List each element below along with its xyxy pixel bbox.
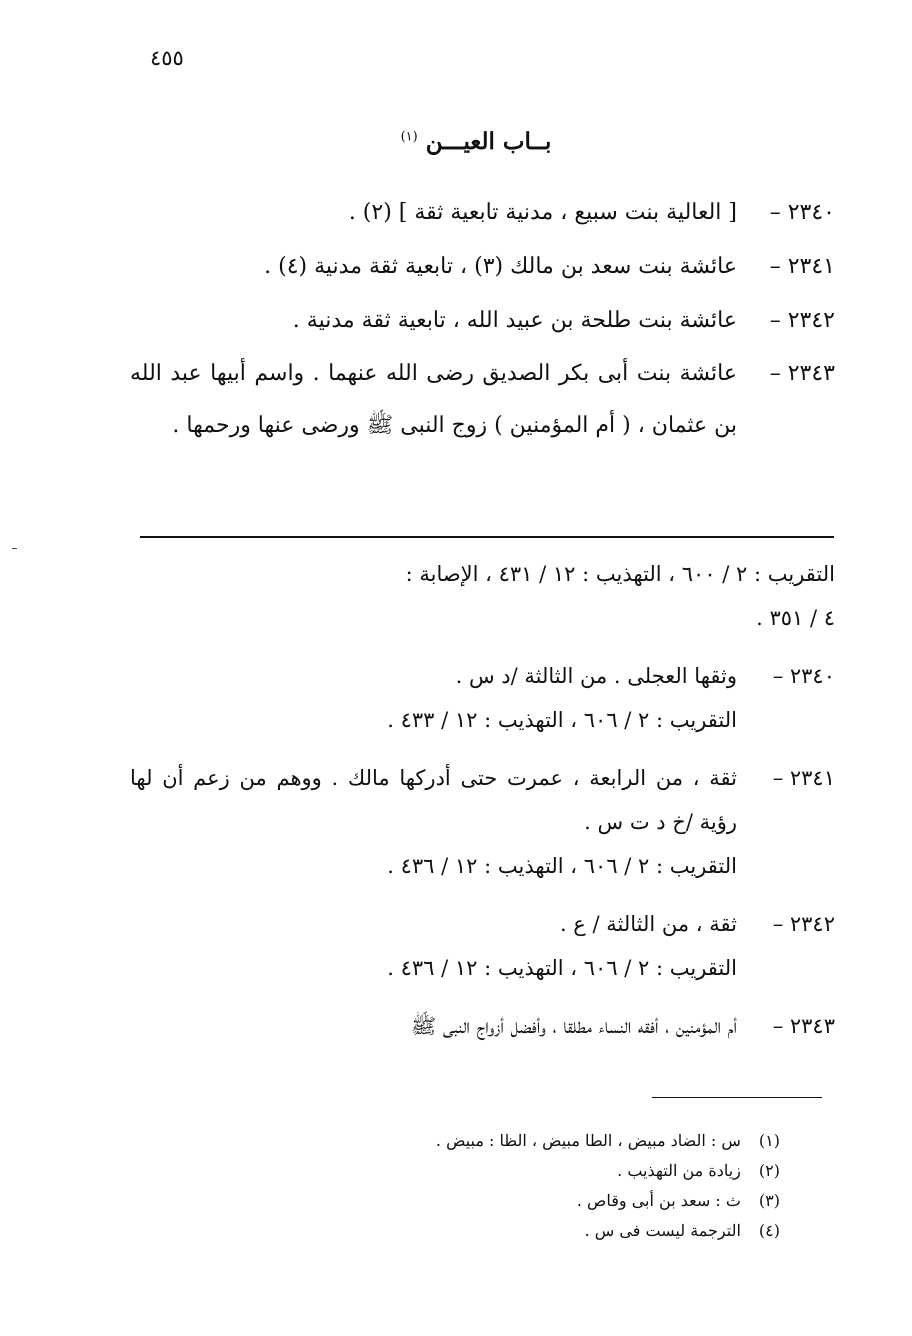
footnote-text: الترجمة ليست فى س .: [584, 1221, 741, 1240]
entry-2343: [130, 348, 835, 452]
entry-number: ٢٣٤٣ –: [769, 361, 835, 386]
chapter-title: [0, 128, 912, 155]
note-line: التقريب : ٢ / ٦٠٦ ، التهذيب : ١٢ / ٤٣٦ .: [387, 956, 737, 980]
note-sources: [130, 552, 835, 640]
chapter-title-text: بــاب العيـــن: [425, 128, 552, 155]
footnote-3: [300, 1186, 780, 1216]
footnote-2: [300, 1156, 780, 1186]
note-line: التقريب : ٢ / ٦٠٠ ، التهذيب : ١٢ / ٤٣١ ، الإصابة :: [405, 562, 835, 586]
footnote-4: [300, 1216, 780, 1246]
entry-text: عائشة بنت طلحة بن عبيد الله ، تابعية ثقة مدنية .: [292, 308, 737, 333]
footnote-1: [300, 1126, 780, 1156]
footnote-number: (٤): [758, 1221, 780, 1240]
note-2342: [130, 902, 835, 990]
entry-2341: [130, 240, 835, 294]
chapter-footnote-ref: (١): [400, 129, 418, 145]
note-line: التقريب : ٢ / ٦٠٦ ، التهذيب : ١٢ / ٤٣٣ .: [387, 708, 737, 732]
entry-text: عائشة بنت أبى بكر الصديق رضى الله عنهما . واسم أبيها عبد الله بن عثمان ، ( أم المؤمنين ) زوج النبى ﷺ ورضى عنها ورحمها .: [130, 361, 737, 438]
footnote-divider: [652, 1097, 822, 1098]
note-2343: [130, 1004, 835, 1048]
note-number: ٢٣٤٣ –: [772, 1014, 835, 1038]
note-number: ٢٣٤٢ –: [772, 912, 835, 936]
main-divider: [140, 536, 834, 538]
footnote-text: س : الضاد مبيض ، الطا مبيض ، الظا : مبيض .: [435, 1131, 741, 1150]
entry-number: ٢٣٤١ –: [769, 254, 835, 279]
entries-list: [130, 186, 835, 452]
note-number: ٢٣٤٠ –: [772, 664, 835, 688]
entry-text: [ العالية بنت سبيع ، مدنية تابعية ثقة ] (٢) .: [348, 200, 737, 225]
footnote-text: زيادة من التهذيب .: [617, 1161, 741, 1180]
note-line: ثقة ، من الرابعة ، عمرت حتى أدركها مالك . ووهم من زعم أن لها رؤية /خ د ت س .: [130, 766, 737, 834]
footnote-number: (٣): [758, 1191, 780, 1210]
footnote-number: (٢): [758, 1161, 780, 1180]
note-line: ثقة ، من الثالثة / ع .: [559, 912, 737, 936]
note-number: ٢٣٤١ –: [772, 766, 835, 790]
margin-mark: [12, 548, 17, 549]
notes-list: [130, 552, 835, 1062]
entry-text: عائشة بنت سعد بن مالك (٣) ، تابعية ثقة مدنية (٤) .: [264, 254, 737, 279]
page-number: ٤٥٥: [150, 46, 184, 70]
note-2340: [130, 654, 835, 742]
entry-2342: [130, 294, 835, 348]
note-2341: [130, 756, 835, 888]
entry-number: ٢٣٤٢ –: [769, 308, 835, 333]
note-line: التقريب : ٢ / ٦٠٦ ، التهذيب : ١٢ / ٤٣٦ .: [387, 854, 737, 878]
note-line: ٤ / ٣٥١ .: [756, 606, 835, 630]
note-line: وثقها العجلى . من الثالثة /د س .: [455, 664, 737, 688]
footnotes-list: [300, 1126, 780, 1246]
footnote-number: (١): [758, 1131, 780, 1150]
entry-number: ٢٣٤٠ –: [769, 200, 835, 225]
note-line: أم المؤمنين ، أفقه النساء مطلقا ، وأفضل أزواج النبى ﷺ: [410, 1014, 737, 1038]
footnote-text: ث : سعد بن أبى وقاص .: [576, 1191, 741, 1210]
entry-2340: [130, 186, 835, 240]
